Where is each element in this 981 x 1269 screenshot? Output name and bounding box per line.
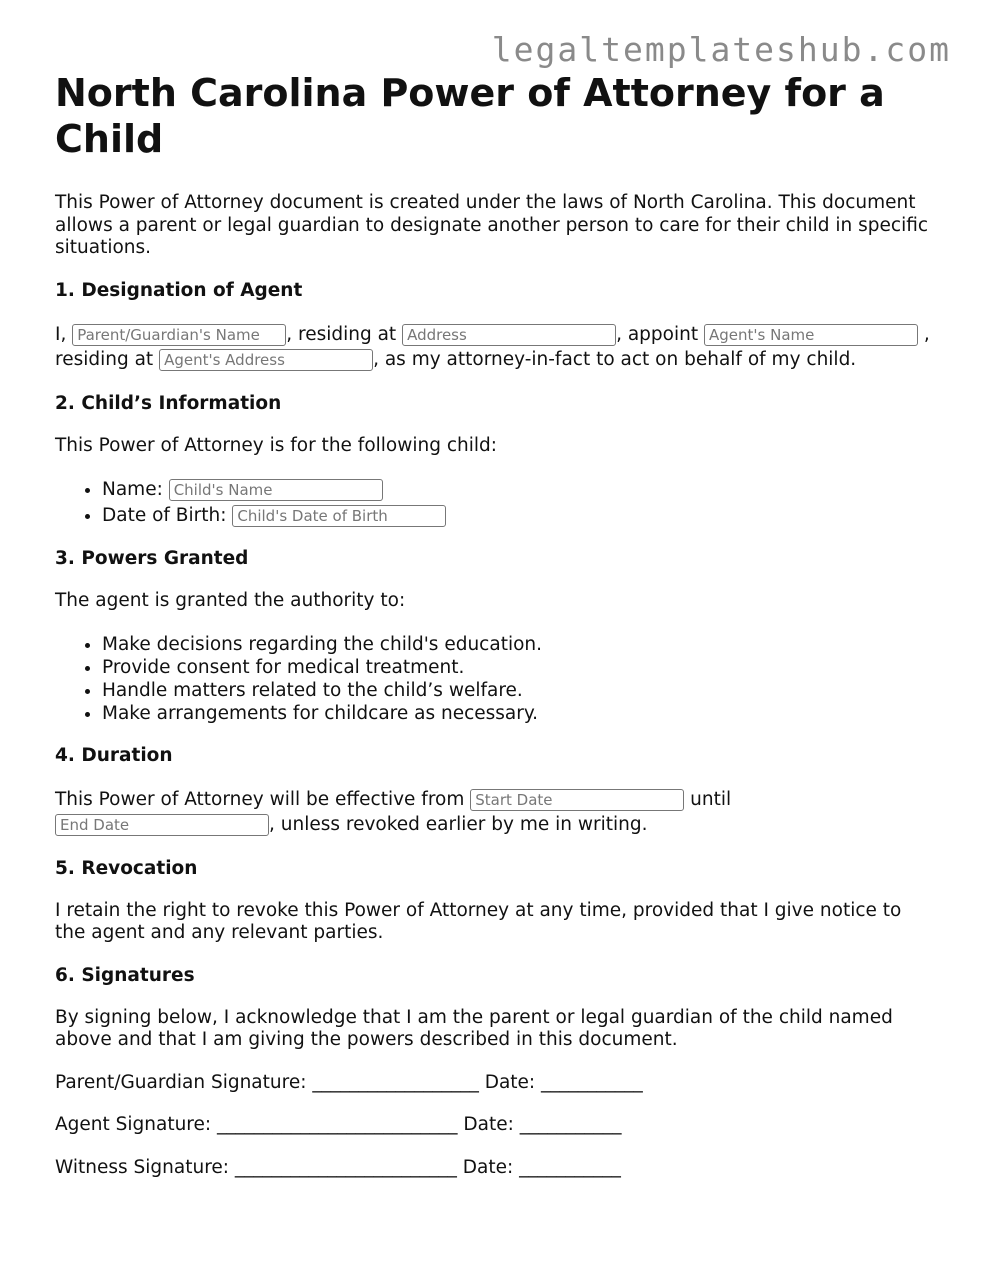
section-6-heading: 6. Signatures <box>55 964 195 986</box>
list-item: • Make decisions regarding the child's education. <box>102 633 935 656</box>
watermark: legaltemplateshub.com <box>491 30 951 69</box>
start-date-field[interactable]: Start Date <box>470 789 684 811</box>
list-item: • Make arrangements for childcare as necessary. <box>102 702 935 725</box>
text: , unless revoked earlier by me in writing. <box>269 814 648 835</box>
section-5-heading: 5. Revocation <box>55 857 198 879</box>
text: until <box>690 788 732 810</box>
section-1-heading: 1. Designation of Agent <box>55 279 303 301</box>
text: I, <box>55 323 67 345</box>
powers-text: The agent is granted the authority to: <box>55 590 406 611</box>
list-item: • Provide consent for medical treatment. <box>102 656 935 679</box>
parent-name-field[interactable]: Parent/Guardian's Name <box>72 324 286 346</box>
name-label: Name: <box>102 479 163 500</box>
dob-label: Date of Birth: <box>102 504 227 526</box>
text: , residing at <box>55 323 930 370</box>
agent-address-field[interactable]: Agent's Address <box>159 349 373 371</box>
agent-name-field[interactable]: Agent's Name <box>704 324 918 346</box>
end-date-field[interactable]: End Date <box>55 814 269 836</box>
powers-list <box>55 633 935 725</box>
signatures-text: By signing below, I acknowledge that I am the parent or legal guardian of the child named above and that I am giving the powers described in this document. <box>55 1006 893 1050</box>
section-4-heading: 4. Duration <box>55 744 173 766</box>
section-3-heading: 3. Powers Granted <box>55 548 249 569</box>
child-dob-field[interactable]: Child's Date of Birth <box>232 505 446 527</box>
section-2-heading: 2. Child’s Information <box>55 392 282 414</box>
parent-signature-line: Parent/Guardian Signature: __________________ Date: ___________ <box>55 1071 643 1093</box>
child-info-list <box>55 477 935 528</box>
text: , residing at <box>286 323 397 345</box>
page-title: North Carolina Power of Attorney for a Child <box>55 71 885 161</box>
child-name-field[interactable]: Child's Name <box>169 479 383 501</box>
duration-paragraph <box>55 787 935 838</box>
designation-paragraph <box>55 322 935 373</box>
intro-paragraph: This Power of Attorney document is created under the laws of North Carolina. This document allows a parent or legal guardian to designate another person to care for their child in specific situations. <box>55 192 929 258</box>
agent-signature-line: Agent Signature: __________________________ Date: ___________ <box>55 1114 622 1135</box>
child-info-text: This Power of Attorney is for the following child: <box>55 434 498 456</box>
list-item: • Handle matters related to the child’s welfare. <box>102 679 935 702</box>
text: , appoint <box>616 323 699 345</box>
document <box>55 70 935 1179</box>
list-item <box>102 477 935 503</box>
address-field[interactable]: Address <box>402 324 616 346</box>
revocation-text: I retain the right to revoke this Power of Attorney at any time, provided that I give notice to the agent and any relevant parties. <box>55 899 902 943</box>
witness-signature-line: Witness Signature: ________________________ Date: ___________ <box>55 1156 621 1178</box>
text: , as my attorney-in-fact to act on behalf of my child. <box>373 349 857 370</box>
list-item <box>102 503 935 529</box>
text: This Power of Attorney will be effective from <box>55 788 465 810</box>
